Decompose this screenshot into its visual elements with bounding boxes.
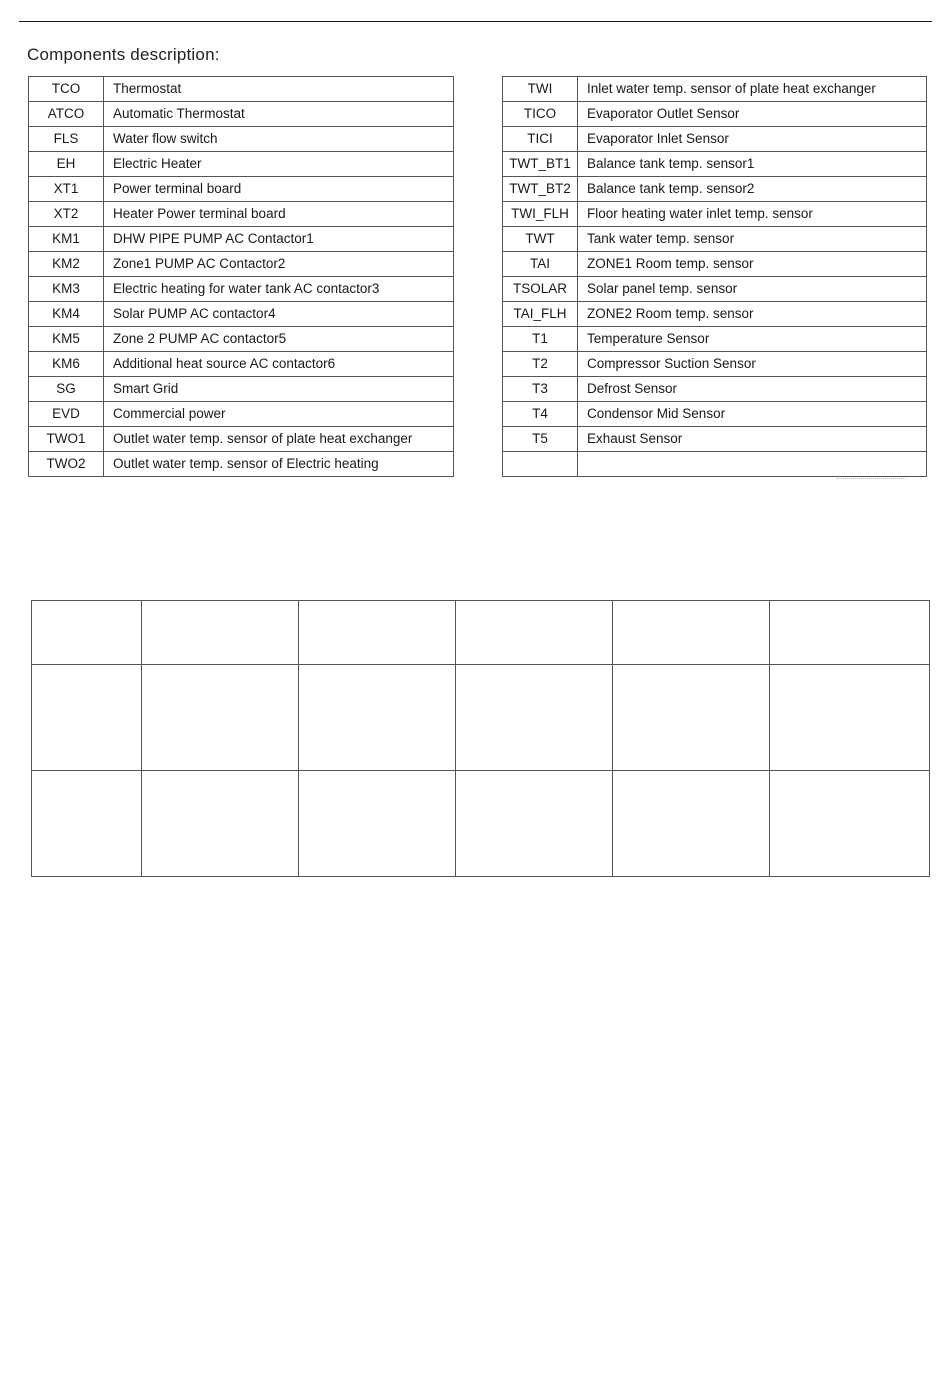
component-description [578,452,927,477]
table-row [29,177,454,202]
empty-grid-table [31,600,930,877]
table-row [29,127,454,152]
table-row [503,77,927,102]
table-row [29,252,454,277]
component-code: KM2 [29,252,104,277]
table-row [29,327,454,352]
table-row [29,227,454,252]
component-description: ZONE1 Room temp. sensor [578,252,927,277]
table-row [29,102,454,127]
table-row [29,77,454,102]
table-row [503,427,927,452]
component-description: Compressor Suction Sensor [578,352,927,377]
table-row [503,277,927,302]
component-description: Balance tank temp. sensor1 [578,152,927,177]
grid-cell [32,771,142,877]
grid-cell [299,771,456,877]
components-table-left [28,76,454,477]
component-description: Temperature Sensor [578,327,927,352]
component-description: DHW PIPE PUMP AC Contactor1 [104,227,454,252]
component-code: XT1 [29,177,104,202]
table-row [503,227,927,252]
component-description: Condensor Mid Sensor [578,402,927,427]
component-code: TWT_BT1 [503,152,578,177]
component-code: T1 [503,327,578,352]
table-row [29,302,454,327]
component-code: KM3 [29,277,104,302]
table-row [503,102,927,127]
table-row [503,202,927,227]
component-description: Inlet water temp. sensor of plate heat exchanger [578,77,927,102]
table-row [29,152,454,177]
component-description: Defrost Sensor [578,377,927,402]
component-description: Electric Heater [104,152,454,177]
grid-row [32,665,930,771]
component-code: TAI_FLH [503,302,578,327]
table-row [29,277,454,302]
grid-cell [32,601,142,665]
grid-cell [456,601,613,665]
table-row [503,402,927,427]
component-code: T5 [503,427,578,452]
component-description: Evaporator Inlet Sensor [578,127,927,152]
component-description: Solar PUMP AC contactor4 [104,302,454,327]
component-description: Outlet water temp. sensor of plate heat exchanger [104,427,454,452]
table-row [29,377,454,402]
component-description: Automatic Thermostat [104,102,454,127]
grid-cell [299,665,456,771]
grid-row [32,771,930,877]
grid-cell [456,771,613,877]
faint-scan-mark [836,478,906,481]
component-description: Thermostat [104,77,454,102]
grid-cell [299,601,456,665]
component-description: Exhaust Sensor [578,427,927,452]
component-code: XT2 [29,202,104,227]
component-code [503,452,578,477]
table-row [503,302,927,327]
component-description: Zone1 PUMP AC Contactor2 [104,252,454,277]
component-description: Evaporator Outlet Sensor [578,102,927,127]
component-description: Tank water temp. sensor [578,227,927,252]
grid-cell [456,665,613,771]
table-row [29,352,454,377]
component-code: ATCO [29,102,104,127]
grid-cell [770,665,930,771]
grid-cell [613,771,770,877]
grid-cell [770,601,930,665]
table-row [29,452,454,477]
table-row [503,327,927,352]
component-code: TSOLAR [503,277,578,302]
components-table-right [502,76,927,477]
component-code: EVD [29,402,104,427]
component-code: T3 [503,377,578,402]
component-code: KM6 [29,352,104,377]
component-description: Commercial power [104,402,454,427]
component-description: Outlet water temp. sensor of Electric heating [104,452,454,477]
table-row [503,452,927,477]
component-code: FLS [29,127,104,152]
grid-cell [613,601,770,665]
component-description: Floor heating water inlet temp. sensor [578,202,927,227]
grid-cell [142,665,299,771]
component-description: ZONE2 Room temp. sensor [578,302,927,327]
component-description: Solar panel temp. sensor [578,277,927,302]
component-code: KM5 [29,327,104,352]
component-code: T4 [503,402,578,427]
component-description: Zone 2 PUMP AC contactor5 [104,327,454,352]
grid-cell [142,771,299,877]
component-code: TWI_FLH [503,202,578,227]
table-row [29,402,454,427]
grid-row [32,601,930,665]
component-code: TCO [29,77,104,102]
table-row [503,127,927,152]
component-description: Balance tank temp. sensor2 [578,177,927,202]
component-code: TWO2 [29,452,104,477]
component-description: Smart Grid [104,377,454,402]
grid-cell [613,665,770,771]
grid-cell [32,665,142,771]
component-code: TWO1 [29,427,104,452]
component-description: Power terminal board [104,177,454,202]
table-row [29,427,454,452]
component-description: Additional heat source AC contactor6 [104,352,454,377]
component-code: TWI [503,77,578,102]
component-code: TAI [503,252,578,277]
component-code: KM1 [29,227,104,252]
top-rule [19,21,932,22]
component-code: TICO [503,102,578,127]
grid-cell [142,601,299,665]
table-row [29,202,454,227]
component-code: TWT_BT2 [503,177,578,202]
component-code: TICI [503,127,578,152]
table-row [503,152,927,177]
component-description: Electric heating for water tank AC contactor3 [104,277,454,302]
component-description: Water flow switch [104,127,454,152]
component-code: T2 [503,352,578,377]
table-row [503,177,927,202]
table-row [503,352,927,377]
component-code: TWT [503,227,578,252]
component-code: EH [29,152,104,177]
component-code: KM4 [29,302,104,327]
section-title: Components description: [27,45,220,64]
table-row [503,377,927,402]
component-code: SG [29,377,104,402]
grid-cell [770,771,930,877]
component-description: Heater Power terminal board [104,202,454,227]
table-row [503,252,927,277]
